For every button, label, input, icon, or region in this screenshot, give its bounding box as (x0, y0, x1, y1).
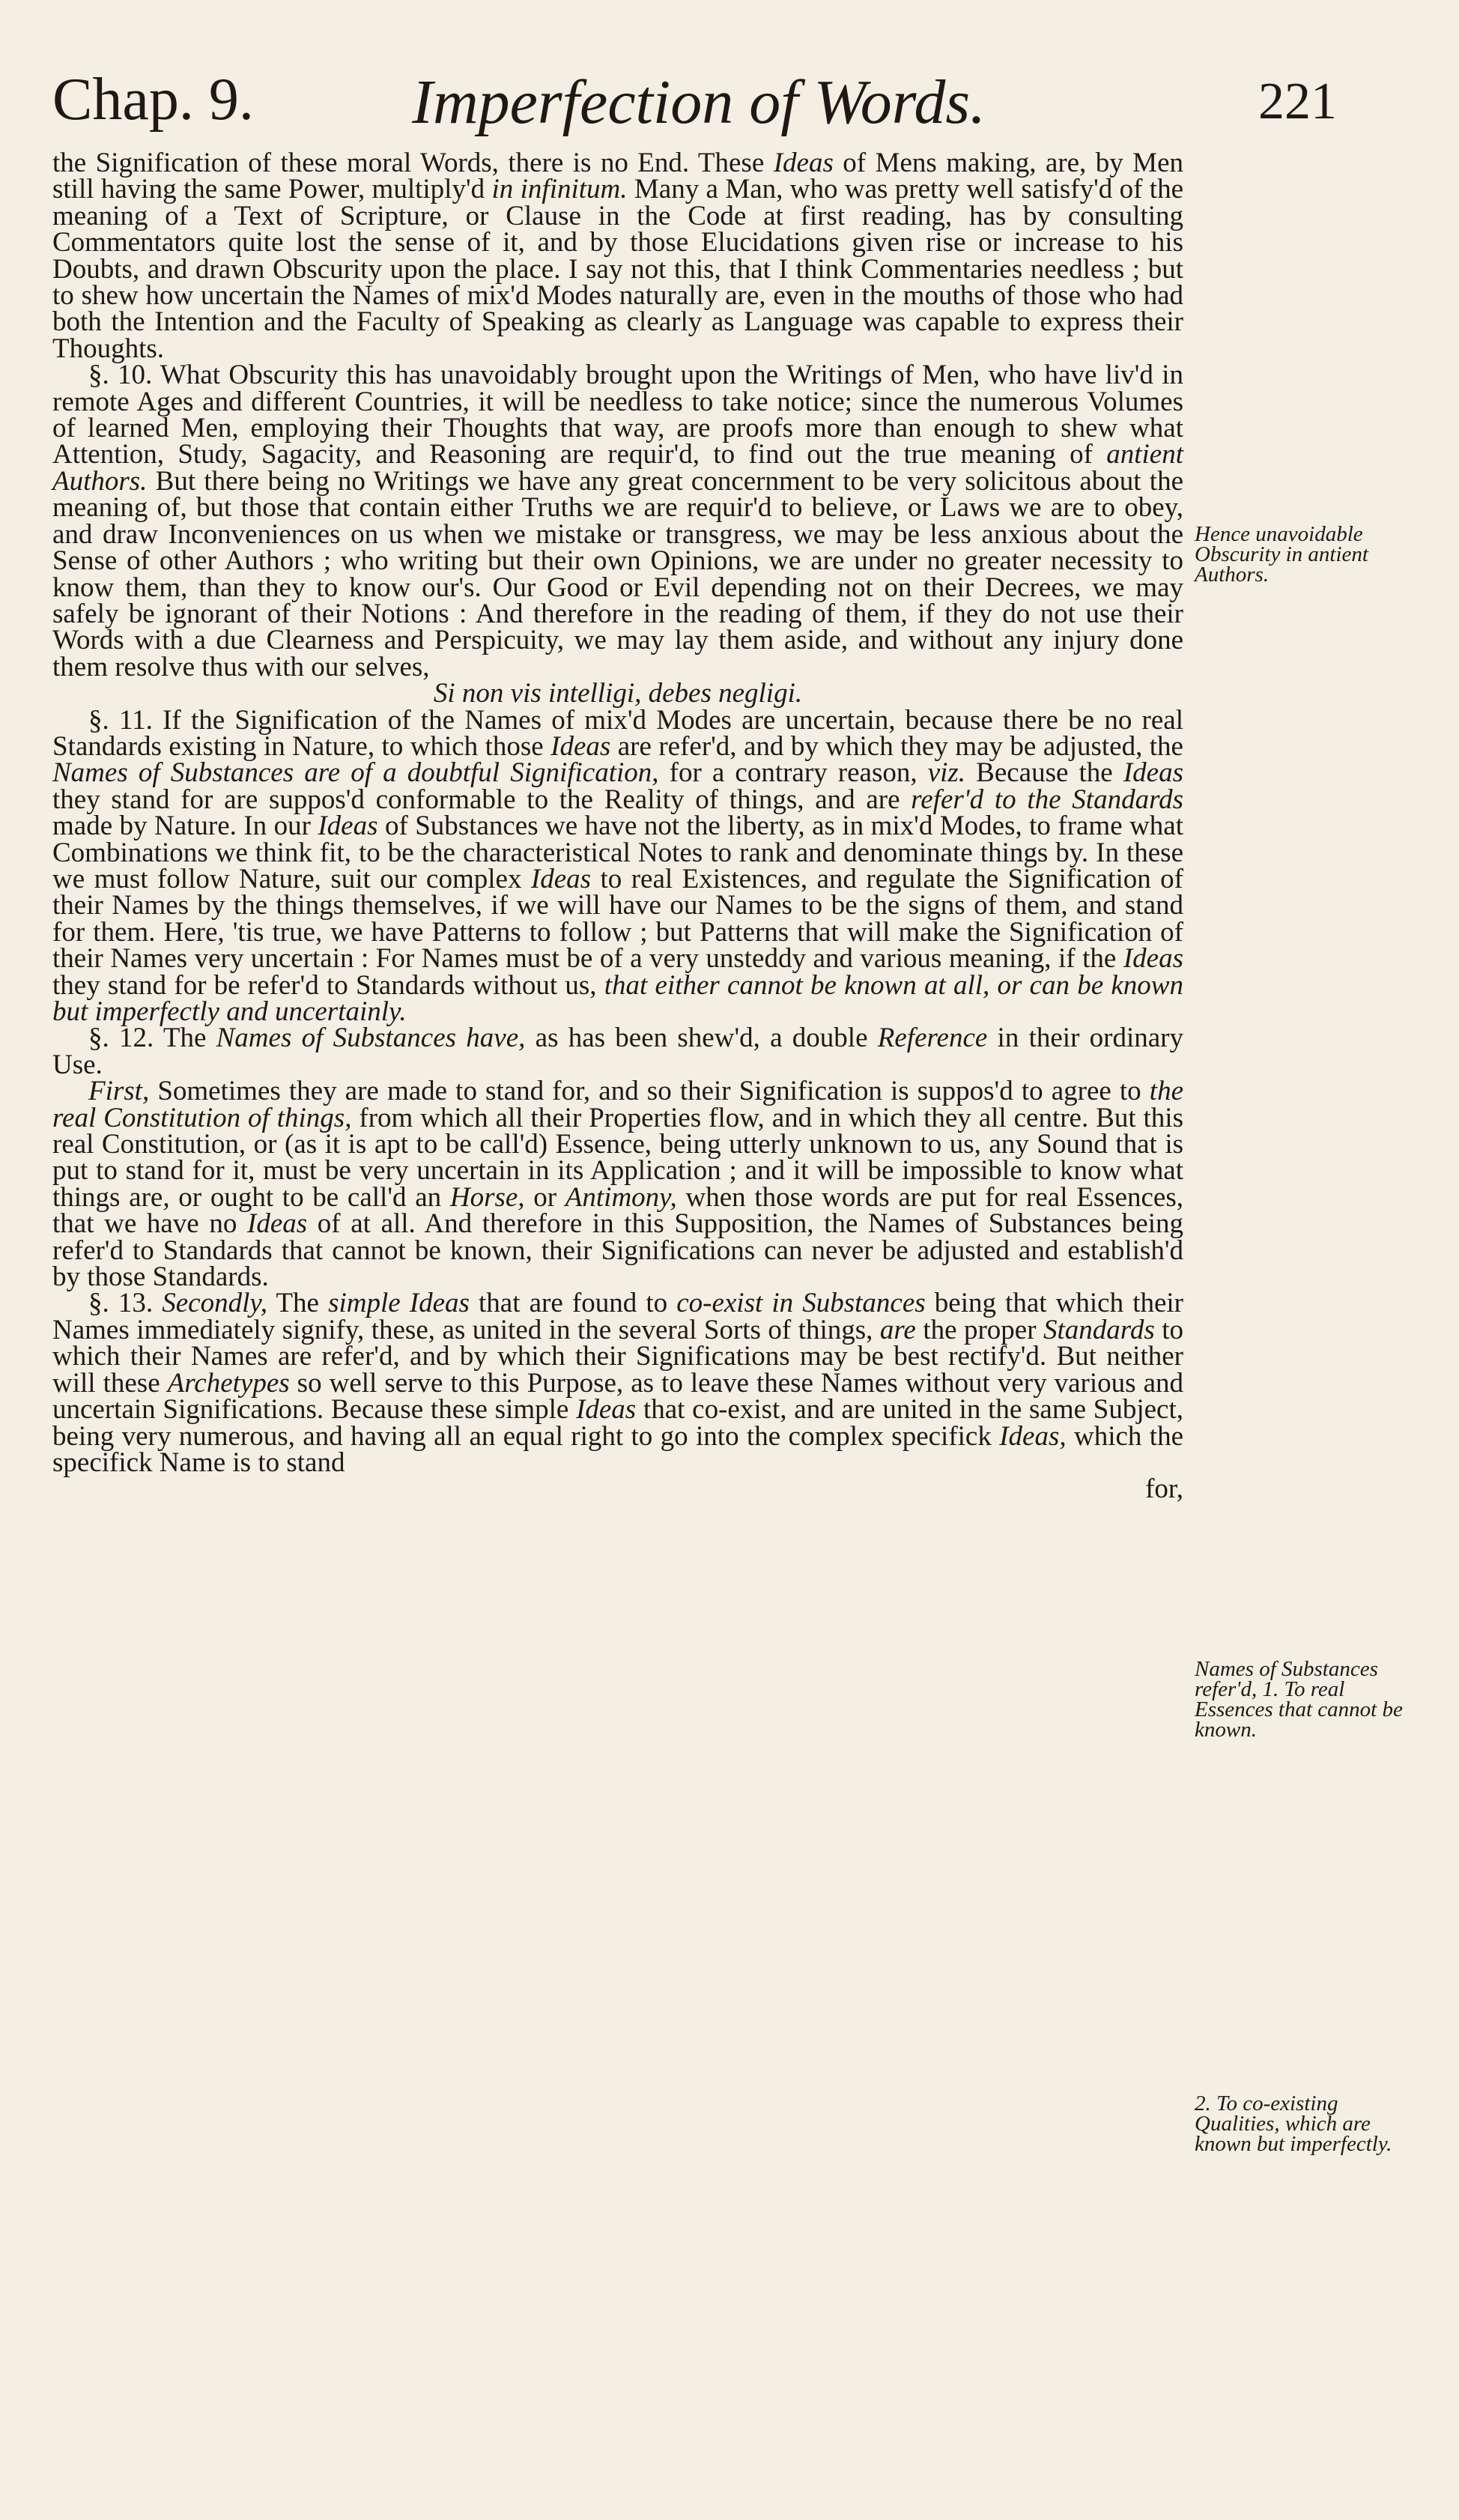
italic-text: Ideas, (999, 1420, 1067, 1452)
text-run: §. 11. If the Signification of the Names of mix'd Modes are uncertain, because there be no real Standards existing in Nature, to which those (52, 704, 1183, 762)
text-run: §. 10. What Obscurity this has unavoidably brought upon the Writings of Men, who have liv'd in remote Ages and different Countries, it will be needless to take notice; since the numerous Volumes of learned Men, employing their Thoughts that way, are proofs more than enough to shew what Attention, Study, Sagacity, and Reasoning are requir'd, to find out the true meaning of (52, 360, 1183, 470)
running-header (52, 66, 1401, 148)
italic-text: simple Ideas (328, 1288, 470, 1319)
text-run: or (524, 1181, 565, 1213)
text-run: §. 13. (88, 1288, 163, 1319)
text-run: from which all their Properties flow, and in which they all centre. But this real Constitution, or (as it is apt to be call'd) Essence, being utterly unknown to us, any Sound that is put to stand for it, must be very uncertain in its Application ; and it will be impossible to know what things are, or ought to be call'd an (52, 1102, 1183, 1213)
text-run: of Mens making, are, by Men still having the same Power, multiply'd (52, 148, 1184, 205)
page-number: 221 (1258, 73, 1337, 130)
margin-note-antient-authors: Hence unavoidable Obscurity in antient Authors. (1195, 522, 1368, 587)
italic-text: First, (88, 1076, 150, 1107)
text-run: Many a Man, who was pretty well satisfy'd of the meaning of a Text of Scripture, or Clause in the Code at first reading, has by consulting Commentators quite lost the sense of it, and by those Elucidations given rise or increase to his Doubts, and drawn Obscurity upon the place. I say not this, that I think Commentaries needless ; but to shew how uncertain the Names of mix'd Modes naturally are, even in the mouths of those who had both the Intention and the Faculty of Speaking as clearly as Language was capable to express their Thoughts. (52, 174, 1184, 364)
italic-text: Ideas (318, 811, 378, 842)
italic-text: Names of Substances are of a doubtful Signification, (52, 757, 659, 789)
running-title: Imperfection of Words. (412, 67, 986, 137)
paragraph (52, 1290, 1183, 1476)
text-run: as has been shew'd, a double (525, 1023, 878, 1054)
italic-text: viz. (927, 757, 966, 789)
italic-text: are (879, 1314, 916, 1345)
italic-text: refer'd to the Standards (911, 784, 1183, 815)
margin-note-co-existing-qualities: 2. To co-existing Qualities, which are known but imperfectly. (1195, 2092, 1392, 2156)
text-run: being that which their Names immediately signify, these, as united in the several Sorts of things, (52, 1288, 1184, 1345)
text-run: Si non vis intelligi, debes negligi. (433, 678, 803, 709)
body-text (52, 150, 1183, 1503)
text-run: to real Existences, and regulate the Signification of their Names by the things themselves, if we will have our Names to be the signs of them, and stand for them. Here, 'tis true, we have Patterns to follow ; but Patterns that will make the Signification of their Names very uncertain : For Names must be of a very unsteddy and various meaning, if the (52, 863, 1184, 975)
paragraph (52, 704, 1184, 1027)
italic-text: Secondly, (162, 1288, 267, 1319)
paragraph (52, 1076, 1184, 1293)
italic-text: Horse, (449, 1181, 525, 1213)
italic-text: Ideas (550, 730, 611, 762)
italic-text: Ideas (1123, 757, 1183, 789)
text-run: Because the (965, 757, 1123, 789)
chapter-label: Chap. 9. (52, 67, 254, 133)
text-run: they stand for be refer'd to Standards without us, (52, 969, 604, 1001)
catchword: for, (1145, 1473, 1183, 1505)
italic-text: Names of Substances have, (216, 1023, 526, 1054)
paragraph (52, 362, 1183, 680)
paragraph (52, 150, 1183, 362)
italic-text: antient Authors. (52, 439, 1183, 497)
italic-text: Reference (877, 1023, 988, 1054)
text-run: when those words are put for real Essences, that we have no (52, 1181, 1184, 1240)
italic-text: Standards (1043, 1314, 1155, 1345)
text-run: to which their Names are refer'd, and by which their Significations may be best rectify'd. But neither will these (52, 1314, 1183, 1399)
text-run: §. 12. The (88, 1023, 216, 1054)
text-run: of Substances we have not the liberty, as in mix'd Modes, to frame what Combinations we think fit, to be the characteristical Notes to rank and denominate things by. In these we must follow Nature, suit our complex (52, 811, 1183, 894)
text-run: that are found to (469, 1288, 677, 1319)
text-run: that co-exist, and are united in the same Subject, being very numerous, and having all an equal right to go into the complex specifick (52, 1394, 1183, 1452)
italic-text: Ideas (1123, 943, 1183, 975)
text-run: of at all. And therefore in this Supposition, the Names of Substances being refer'd to Standards that cannot be known, their Significations can never be adjusted and establish'd by those Standards. (52, 1208, 1183, 1293)
italic-text: Ideas (247, 1208, 308, 1240)
text-run: so well serve to this Purpose, as to leave these Names without very various and uncertain Significations. Because these simple (52, 1367, 1183, 1426)
text-run: they stand for are suppos'd conformable to the Reality of things, and are (52, 784, 912, 815)
text-run: The (267, 1288, 329, 1319)
italic-text: Ideas (530, 863, 592, 894)
paragraph (52, 1025, 1183, 1078)
text-run: made by Nature. In our (52, 811, 318, 842)
text-run: the Signification of these moral Words, there is no End. These (52, 148, 774, 178)
italic-text: Antimony, (565, 1181, 677, 1213)
text-run: Sometimes they are made to stand for, and so their Signification is suppos'd to agree to (149, 1076, 1150, 1107)
text-run: are refer'd, and by which they may be adjusted, the (610, 730, 1183, 762)
italic-text: co-exist in Substances (676, 1288, 926, 1319)
italic-text: that either cannot be known at all, or can be known but imperfectly and uncertainly. (52, 969, 1183, 1027)
text-run: the proper (915, 1314, 1044, 1345)
italic-text: Ideas (576, 1394, 637, 1426)
epigraph-line (52, 678, 1183, 709)
italic-text: the real Constitution of things, (52, 1076, 1183, 1133)
text-run: in their ordinary Use. (52, 1023, 1183, 1080)
italic-text: Ideas (773, 148, 834, 178)
text-run: But there being no Writings we have any great concernment to be very solicitous about the meaning of, but those that contain either Truths we are requir'd to believe, or Laws we are to obey, and draw Inconveniences on us when we mistake or transgress, we may be less anxious about the Sense of other Authors ; who writing but their own Opinions, we are under no greater necessity to know them, than they to know our's. Our Good or Evil depending not on their Decrees, we may safely be ignorant of their Notions : And therefore in the reading of them, if they do not use their Words with a due Clearness and Perspicuity, we may lay them aside, and without any injury done them resolve thus with our selves, (52, 465, 1183, 682)
text-run: for a contrary reason, (658, 757, 928, 789)
italic-text: Archetypes (167, 1367, 290, 1399)
text-run: which the specifick Name is to stand (52, 1420, 1183, 1478)
italic-text: in infinitum. (491, 174, 628, 205)
margin-note-real-essences: Names of Substances refer'd, 1. To real Essences that cannot be known. (1195, 1657, 1403, 1742)
